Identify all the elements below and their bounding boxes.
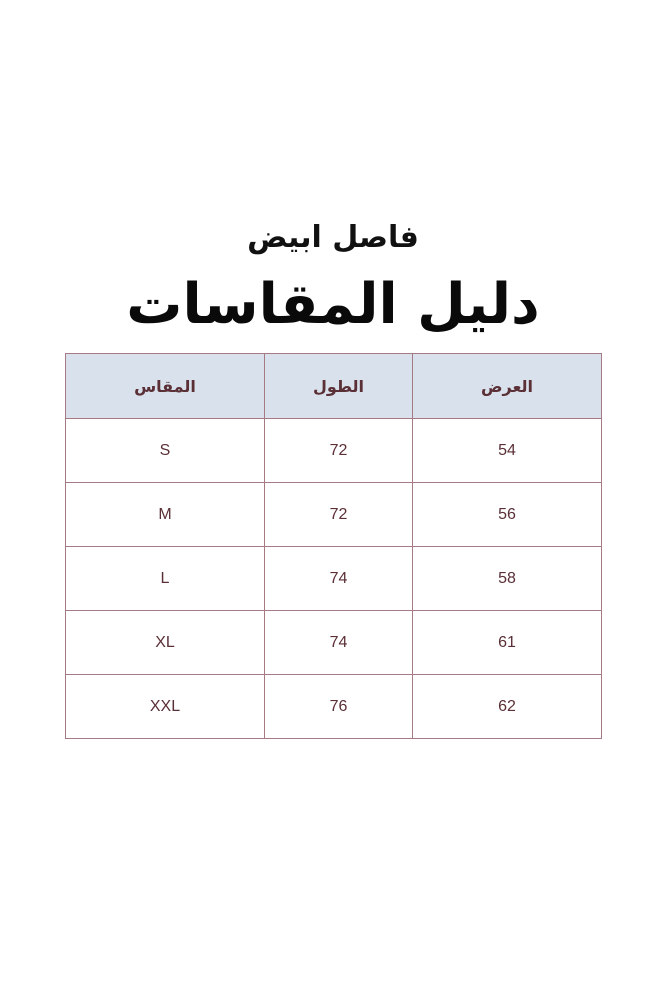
table-row [66,675,602,739]
product-subtitle: فاصل ابيض [247,220,419,255]
table-row [66,547,602,611]
cell-width: 58 [413,547,602,611]
cell-size: S [66,419,265,483]
header-width: العرض [413,354,602,419]
table-row [66,483,602,547]
cell-length: 76 [265,675,413,739]
cell-size: M [66,483,265,547]
table-row [66,419,602,483]
header-length: الطول [265,354,413,419]
cell-size: XL [66,611,265,675]
cell-width: 61 [413,611,602,675]
table-row [66,611,602,675]
cell-width: 54 [413,419,602,483]
cell-width: 62 [413,675,602,739]
page-title: دليل المقاسات [126,272,540,337]
cell-length: 72 [265,419,413,483]
cell-length: 74 [265,611,413,675]
cell-length: 74 [265,547,413,611]
table-header-row [66,354,602,419]
cell-size: XXL [66,675,265,739]
size-chart-table [65,353,602,739]
cell-width: 56 [413,483,602,547]
header-size: المقاس [66,354,265,419]
cell-size: L [66,547,265,611]
cell-length: 72 [265,483,413,547]
